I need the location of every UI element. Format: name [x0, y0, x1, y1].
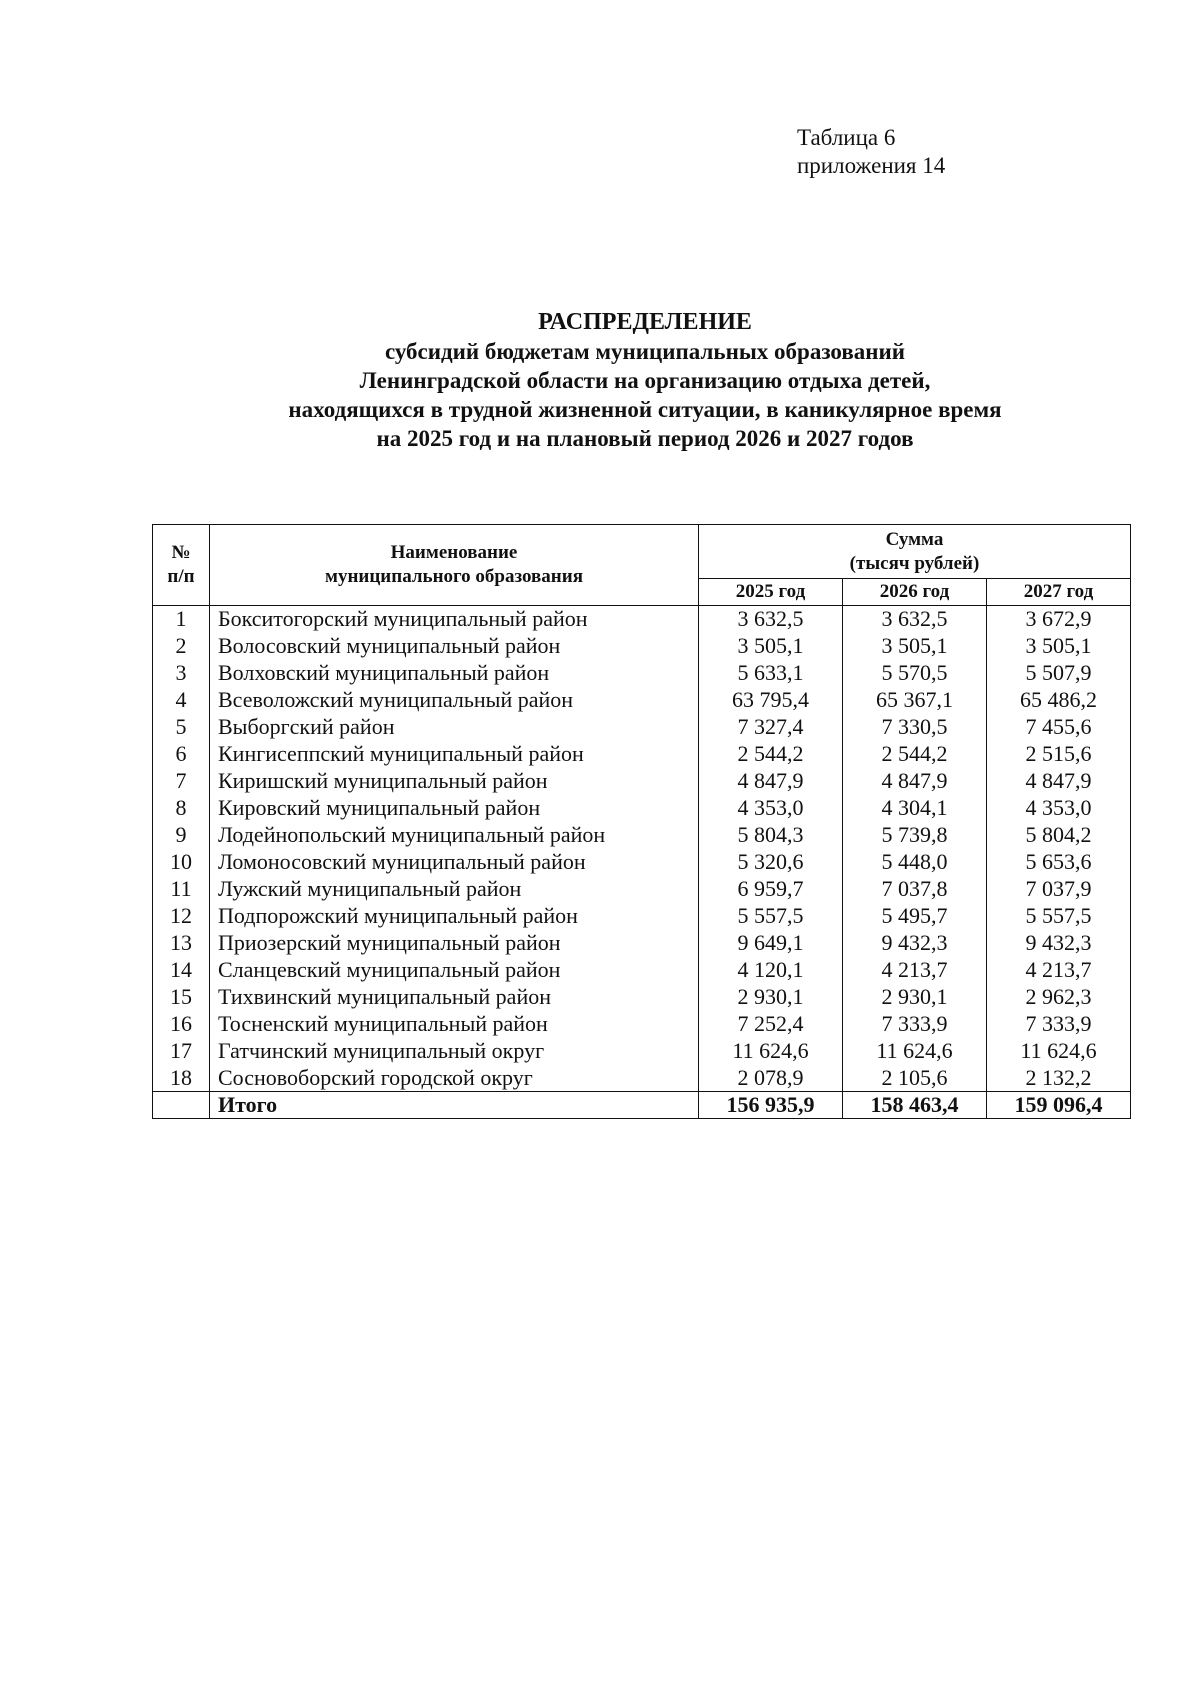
row-municipality-name: Сланцевский муниципальный район — [210, 957, 699, 984]
row-value-2027: 4 353,0 — [987, 795, 1131, 822]
row-municipality-name: Лодейнопольский муниципальный район — [210, 822, 699, 849]
row-municipality-name: Ломоносовский муниципальный район — [210, 849, 699, 876]
row-value-2025: 2 930,1 — [699, 984, 843, 1011]
row-municipality-name: Волховский муниципальный район — [210, 660, 699, 687]
row-value-2026: 2 544,2 — [843, 741, 987, 768]
row-value-2025: 2 544,2 — [699, 741, 843, 768]
row-number: 7 — [153, 768, 210, 795]
row-municipality-name: Киришский муниципальный район — [210, 768, 699, 795]
row-value-2027: 5 507,9 — [987, 660, 1131, 687]
row-number: 2 — [153, 633, 210, 660]
table-row — [153, 768, 1131, 795]
title-line-3: Ленинградской области на организацию отдыха детей, — [359, 368, 931, 393]
reference-line-2: приложения 14 — [797, 153, 946, 178]
table-row — [153, 1038, 1131, 1065]
row-value-2025: 4 120,1 — [699, 957, 843, 984]
header-name-line-1: Наименование — [390, 542, 518, 563]
row-number: 11 — [153, 876, 210, 903]
row-value-2027: 5 804,2 — [987, 822, 1131, 849]
row-municipality-name: Подпорожский муниципальный район — [210, 903, 699, 930]
row-number: 8 — [153, 795, 210, 822]
row-number: 14 — [153, 957, 210, 984]
table-row — [153, 930, 1131, 957]
row-number: 12 — [153, 903, 210, 930]
title-line-4: находящихся в трудной жизненной ситуации, в каникулярное время — [288, 397, 1002, 422]
row-value-2025: 2 078,9 — [699, 1065, 843, 1092]
total-value-2026: 158 463,4 — [843, 1092, 987, 1119]
row-municipality-name: Тосненский муниципальный район — [210, 1011, 699, 1038]
row-value-2025: 11 624,6 — [699, 1038, 843, 1065]
row-value-2027: 2 132,2 — [987, 1065, 1131, 1092]
reference-line-1: Таблица 6 — [797, 125, 896, 150]
table-body — [153, 606, 1131, 1119]
header-year-2026: 2026 год — [843, 579, 987, 606]
header-sum-line-2: (тысяч рублей) — [849, 552, 980, 574]
row-value-2027: 5 557,5 — [987, 903, 1131, 930]
row-number: 5 — [153, 714, 210, 741]
row-value-2026: 5 495,7 — [843, 903, 987, 930]
row-municipality-name: Бокситогорский муниципальный район — [210, 606, 699, 633]
row-value-2026: 65 367,1 — [843, 687, 987, 714]
row-value-2026: 7 330,5 — [843, 714, 987, 741]
row-value-2027: 7 455,6 — [987, 714, 1131, 741]
table-row — [153, 1065, 1131, 1092]
row-municipality-name: Всеволожский муниципальный район — [210, 687, 699, 714]
header-number — [153, 525, 210, 606]
table-row — [153, 903, 1131, 930]
table-row — [153, 795, 1131, 822]
row-number: 6 — [153, 741, 210, 768]
row-value-2027: 9 432,3 — [987, 930, 1131, 957]
row-number: 17 — [153, 1038, 210, 1065]
total-label: Итого — [210, 1092, 699, 1119]
row-number: 1 — [153, 606, 210, 633]
row-value-2027: 3 672,9 — [987, 606, 1131, 633]
row-value-2027: 11 624,6 — [987, 1038, 1131, 1065]
row-number: 13 — [153, 930, 210, 957]
table-row — [153, 984, 1131, 1011]
row-value-2026: 4 304,1 — [843, 795, 987, 822]
row-value-2027: 5 653,6 — [987, 849, 1131, 876]
table-reference — [797, 124, 945, 180]
row-value-2027: 7 037,9 — [987, 876, 1131, 903]
row-municipality-name: Выборгский район — [210, 714, 699, 741]
row-value-2026: 3 632,5 — [843, 606, 987, 633]
title-line-2: субсидий бюджетам муниципальных образований — [384, 339, 906, 364]
row-value-2026: 5 570,5 — [843, 660, 987, 687]
header-sum-line-1: Сумма — [885, 528, 944, 550]
row-value-2026: 2 105,6 — [843, 1065, 987, 1092]
table-row — [153, 633, 1131, 660]
row-municipality-name: Гатчинский муниципальный округ — [210, 1038, 699, 1065]
row-municipality-name: Лужский муниципальный район — [210, 876, 699, 903]
row-value-2026: 11 624,6 — [843, 1038, 987, 1065]
total-value-2027: 159 096,4 — [987, 1092, 1131, 1119]
row-value-2025: 5 320,6 — [699, 849, 843, 876]
row-value-2025: 9 649,1 — [699, 930, 843, 957]
table-row — [153, 606, 1131, 633]
table-row — [153, 957, 1131, 984]
title-line-1: РАСПРЕДЕЛЕНИЕ — [538, 309, 752, 335]
row-value-2027: 3 505,1 — [987, 633, 1131, 660]
row-number: 16 — [153, 1011, 210, 1038]
row-value-2025: 63 795,4 — [699, 687, 843, 714]
row-value-2027: 65 486,2 — [987, 687, 1131, 714]
row-municipality-name: Приозерский муниципальный район — [210, 930, 699, 957]
table-row — [153, 660, 1131, 687]
header-name-line-2: муниципального образования — [325, 566, 583, 587]
row-value-2025: 7 327,4 — [699, 714, 843, 741]
table-row — [153, 741, 1131, 768]
row-value-2025: 6 959,7 — [699, 876, 843, 903]
header-number-line-2: п/п — [167, 566, 195, 587]
table-row — [153, 687, 1131, 714]
row-value-2025: 4 353,0 — [699, 795, 843, 822]
distribution-table — [152, 524, 1131, 1119]
total-number — [153, 1092, 210, 1119]
row-number: 9 — [153, 822, 210, 849]
row-number: 18 — [153, 1065, 210, 1092]
row-value-2026: 4 213,7 — [843, 957, 987, 984]
table-row — [153, 849, 1131, 876]
row-value-2026: 4 847,9 — [843, 768, 987, 795]
row-value-2025: 5 557,5 — [699, 903, 843, 930]
row-municipality-name: Тихвинский муниципальный район — [210, 984, 699, 1011]
row-value-2026: 7 333,9 — [843, 1011, 987, 1038]
row-number: 15 — [153, 984, 210, 1011]
row-number: 3 — [153, 660, 210, 687]
table-row — [153, 822, 1131, 849]
header-name — [210, 525, 699, 606]
row-municipality-name: Кингисеппский муниципальный район — [210, 741, 699, 768]
row-value-2025: 5 804,3 — [699, 822, 843, 849]
row-value-2025: 3 505,1 — [699, 633, 843, 660]
row-municipality-name: Сосновоборский городской округ — [210, 1065, 699, 1092]
row-municipality-name: Волосовский муниципальный район — [210, 633, 699, 660]
row-value-2027: 4 213,7 — [987, 957, 1131, 984]
row-value-2025: 4 847,9 — [699, 768, 843, 795]
row-value-2026: 5 448,0 — [843, 849, 987, 876]
row-municipality-name: Кировский муниципальный район — [210, 795, 699, 822]
row-value-2027: 2 962,3 — [987, 984, 1131, 1011]
header-number-line-1: № — [171, 542, 191, 563]
header-sum — [699, 525, 1131, 579]
row-value-2027: 4 847,9 — [987, 768, 1131, 795]
row-value-2026: 3 505,1 — [843, 633, 987, 660]
table-row — [153, 1011, 1131, 1038]
row-number: 4 — [153, 687, 210, 714]
table-row — [153, 714, 1131, 741]
row-value-2026: 5 739,8 — [843, 822, 987, 849]
row-value-2027: 7 333,9 — [987, 1011, 1131, 1038]
total-row — [153, 1092, 1131, 1119]
row-number: 10 — [153, 849, 210, 876]
row-value-2026: 2 930,1 — [843, 984, 987, 1011]
row-value-2025: 3 632,5 — [699, 606, 843, 633]
row-value-2025: 5 633,1 — [699, 660, 843, 687]
row-value-2026: 9 432,3 — [843, 930, 987, 957]
header-year-2025: 2025 год — [699, 579, 843, 606]
title-line-5: на 2025 год и на плановый период 2026 и 2027 годов — [376, 426, 914, 451]
row-value-2026: 7 037,8 — [843, 876, 987, 903]
header-year-2027: 2027 год — [987, 579, 1131, 606]
table-row — [153, 876, 1131, 903]
row-value-2025: 7 252,4 — [699, 1011, 843, 1038]
document-title — [0, 308, 1200, 453]
row-value-2027: 2 515,6 — [987, 741, 1131, 768]
total-value-2025: 156 935,9 — [699, 1092, 843, 1119]
